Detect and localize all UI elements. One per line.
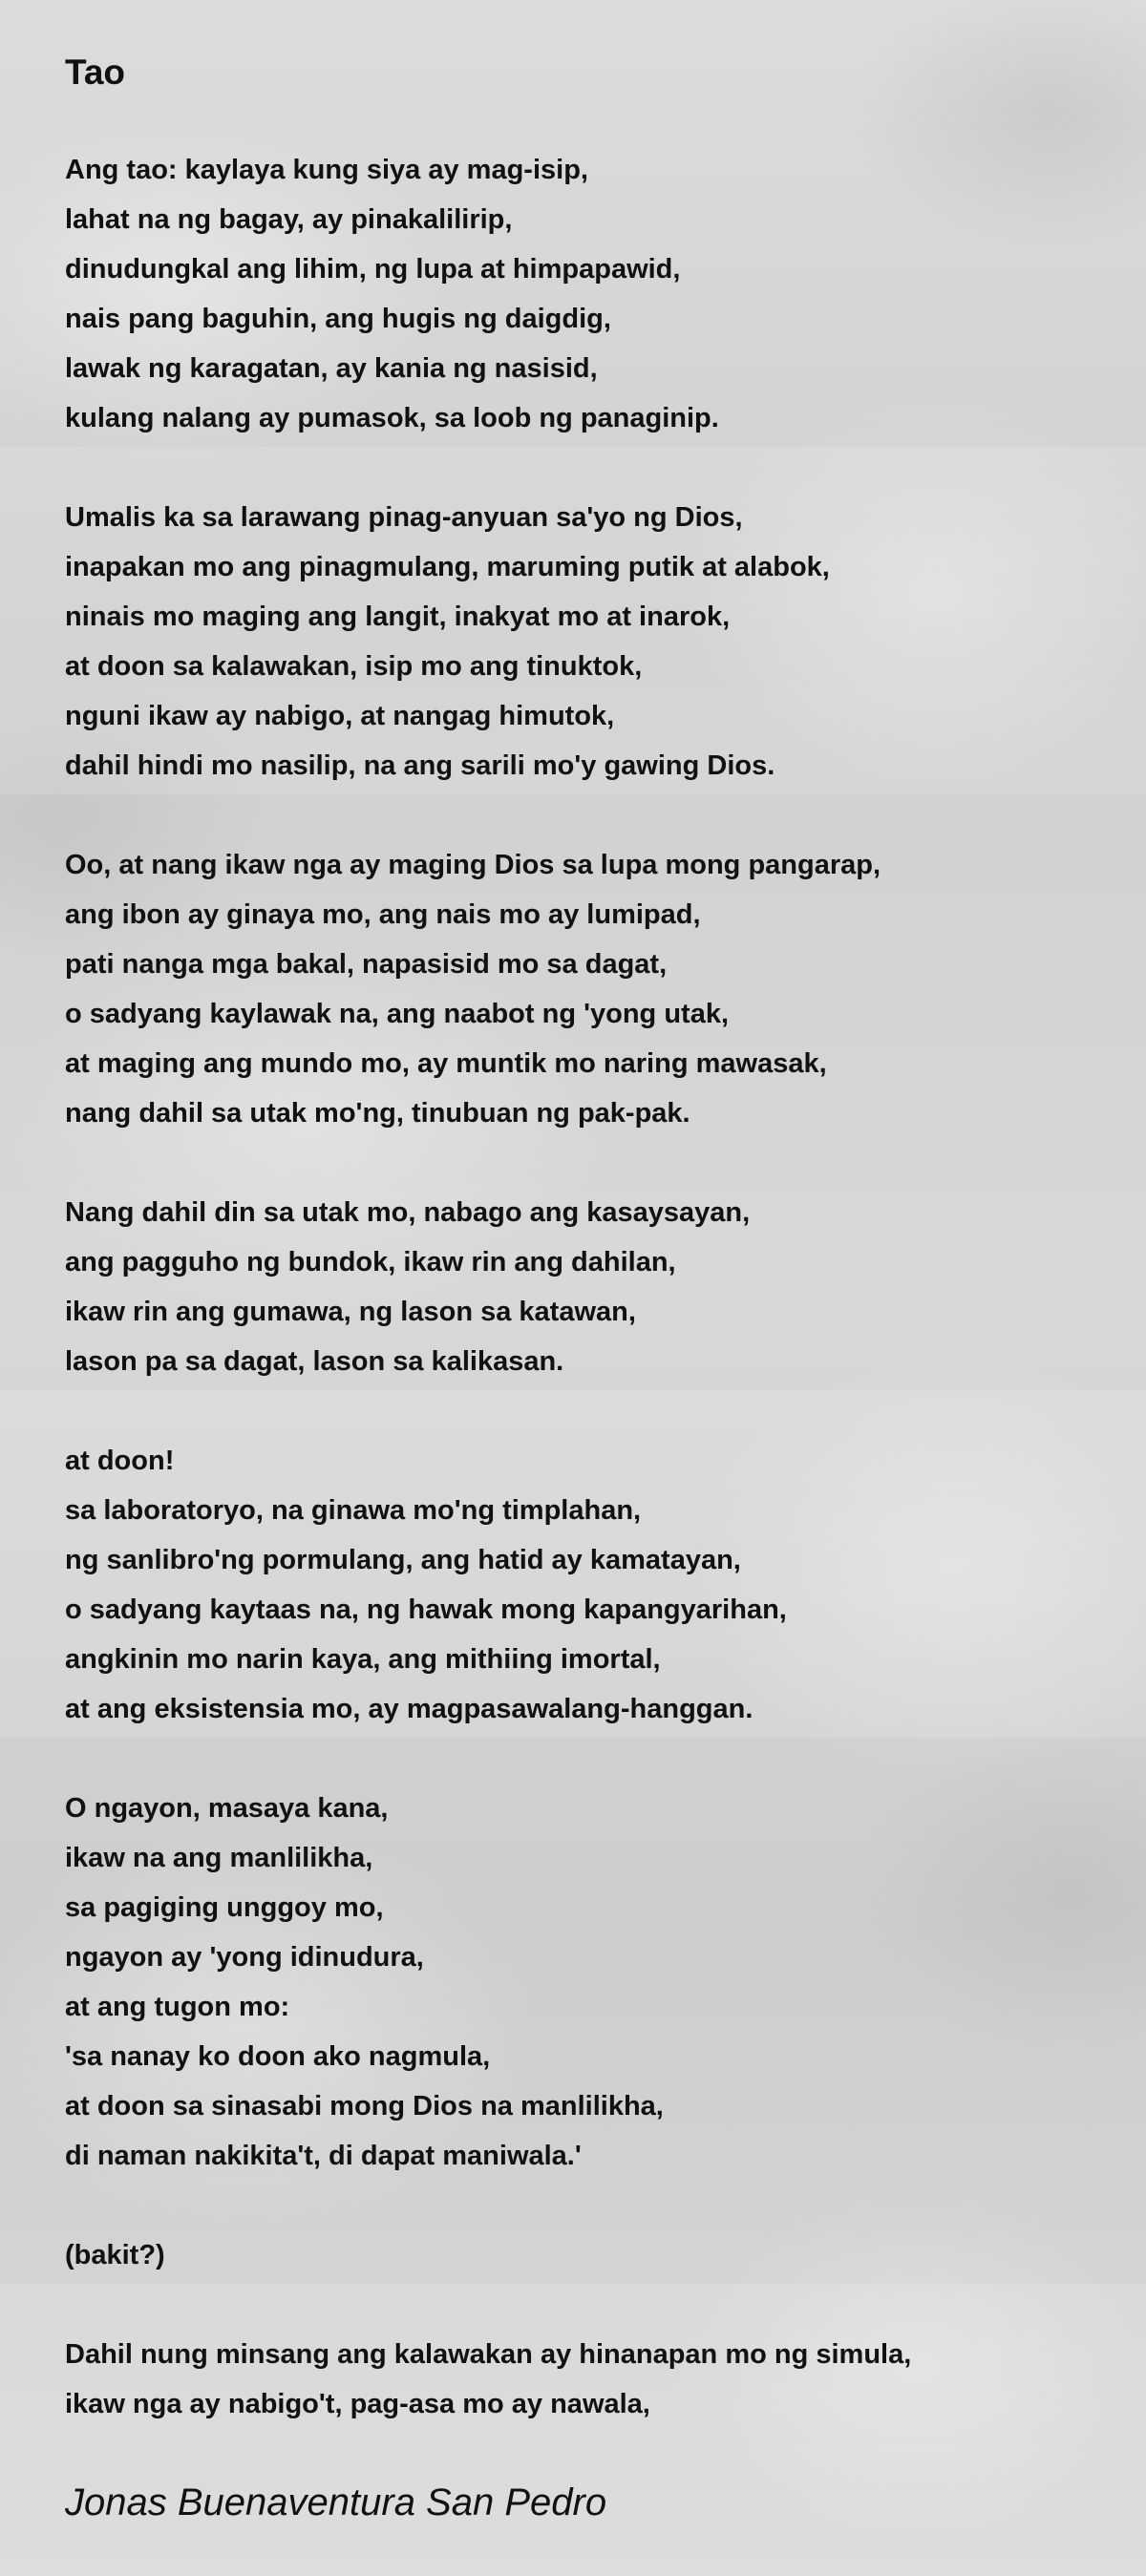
poem-line: ikaw na ang manlilikha, (65, 1843, 373, 1873)
poem-line: O ngayon, masaya kana, (65, 1793, 389, 1824)
poem-line: at ang tugon mo: (65, 1992, 290, 2022)
poem-line: 'sa nanay ko doon ako nagmula, (65, 2041, 491, 2072)
poem-line: nang dahil sa utak mo'ng, tinubuan ng pak-pak. (65, 1098, 690, 1129)
poem-line: nais pang baguhin, ang hugis ng daigdig, (65, 304, 611, 334)
poem-line: Ang tao: kaylaya kung siya ay mag-isip, (65, 155, 588, 185)
poem-title: Tao (65, 53, 126, 92)
poem-line: di naman nakikita't, di dapat maniwala.' (65, 2141, 582, 2171)
poem-stanza (65, 1436, 1115, 1734)
poem-line: dahil hindi mo nasilip, na ang sarili mo'y gawing Dios. (65, 750, 775, 781)
poem-stanza (65, 2230, 1115, 2280)
poem-line: Nang dahil din sa utak mo, nabago ang kasaysayan, (65, 1197, 751, 1228)
poem-line: dinudungkal ang lihim, ng lupa at himpapawid, (65, 254, 681, 285)
poem-line: (bakit?) (65, 2240, 165, 2270)
poem-line: sa laboratoryo, na ginawa mo'ng timplahan, (65, 1495, 642, 1526)
poem-line: lawak ng karagatan, ay kania ng nasisid, (65, 353, 598, 384)
poem-line: ang ibon ay ginaya mo, ang nais mo ay lumipad, (65, 899, 701, 930)
poem-line: lason pa sa dagat, lason sa kalikasan. (65, 1346, 564, 1377)
poem-line: pati nanga mga bakal, napasisid mo sa dagat, (65, 949, 668, 980)
poem-author: Jonas Buenaventura San Pedro (65, 2481, 607, 2523)
poem-stanza (65, 145, 1115, 443)
poem-line: at maging ang mundo mo, ay muntik mo naring mawasak, (65, 1048, 827, 1079)
poem-line: ikaw nga ay nabigo't, pag-asa mo ay nawala, (65, 2389, 650, 2419)
poem-line: ikaw rin ang gumawa, ng lason sa katawan, (65, 1297, 636, 1327)
poem-stanza (65, 493, 1115, 791)
poem-stanza (65, 1188, 1115, 1386)
poem-line: o sadyang kaytaas na, ng hawak mong kapangyarihan, (65, 1594, 787, 1625)
poem-line: inapakan mo ang pinagmulang, maruming putik at alabok, (65, 552, 830, 582)
poem-line: at ang eksistensia mo, ay magpasawalang-hanggan. (65, 1694, 753, 1724)
poem-line: Dahil nung minsang ang kalawakan ay hinanapan mo ng simula, (65, 2339, 912, 2370)
poem-line: lahat na ng bagay, ay pinakalilirip, (65, 204, 513, 235)
poem-line: ng sanlibro'ng pormulang, ang hatid ay kamatayan, (65, 1545, 741, 1575)
poem-stanza (65, 840, 1115, 1138)
poem-container (65, 50, 1115, 2479)
poem-line: Umalis ka sa larawang pinag-anyuan sa'yo ng Dios, (65, 502, 743, 533)
poem-line: at doon sa kalawakan, isip mo ang tinuktok, (65, 651, 643, 682)
poem-stanza (65, 1784, 1115, 2181)
poem-line: Oo, at nang ikaw nga ay maging Dios sa lupa mong pangarap, (65, 850, 881, 880)
poem-line: nguni ikaw ay nabigo, at nangag himutok, (65, 701, 615, 731)
poem-line: angkinin mo narin kaya, ang mithiing imortal, (65, 1644, 661, 1675)
poem-line: sa pagiging unggoy mo, (65, 1892, 384, 1923)
poem-line: at doon! (65, 1446, 175, 1476)
poem-stanza (65, 2330, 1115, 2429)
poem-line: o sadyang kaylawak na, ang naabot ng 'yong utak, (65, 999, 730, 1029)
poem-line: at doon sa sinasabi mong Dios na manlilikha, (65, 2091, 664, 2122)
poem-line: ninais mo maging ang langit, inakyat mo at inarok, (65, 602, 731, 632)
poem-line: ang pagguho ng bundok, ikaw rin ang dahilan, (65, 1247, 676, 1277)
poem-line: kulang nalang ay pumasok, sa loob ng panaginip. (65, 403, 719, 433)
poem-line: ngayon ay 'yong idinudura, (65, 1942, 424, 1973)
poem-body (65, 145, 1115, 2429)
